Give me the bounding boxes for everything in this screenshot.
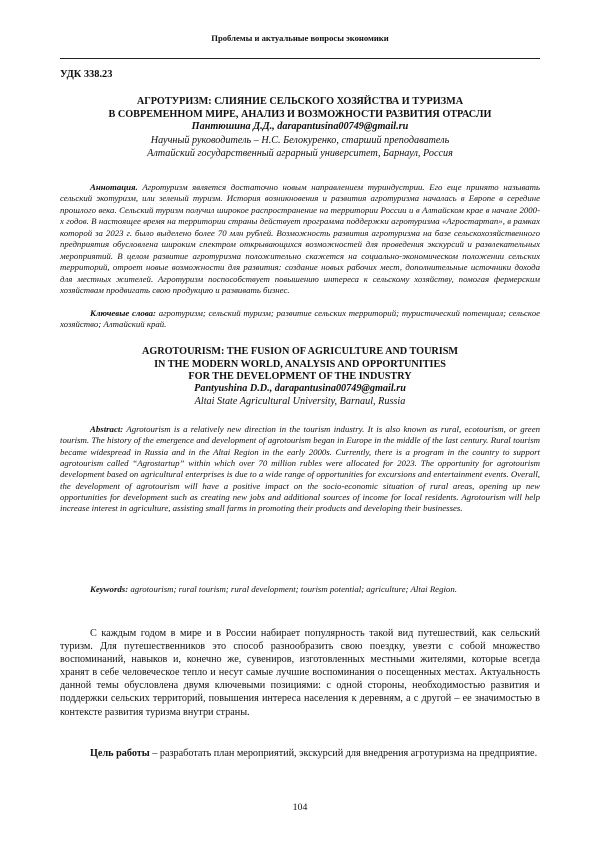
- english-abstract-label: Abstract:: [90, 424, 124, 434]
- russian-title: [60, 96, 540, 121]
- russian-abstract-label: Аннотация.: [90, 182, 138, 192]
- russian-supervisor: Научный руководитель – Н.С. Белокуренко, старший преподаватель: [150, 135, 450, 146]
- russian-keywords-text: агротуризм; сельский туризм; развитие сельских территорий; туристический потенциал; сельское хозяйство; Алтайский край.: [60, 308, 541, 330]
- russian-author: Пантюшина Д.Д., darapantusina00749@gmail.ru: [191, 121, 409, 132]
- english-title-line-3: FOR THE DEVELOPMENT OF THE INDUSTRY: [188, 371, 412, 383]
- english-keywords: [60, 584, 540, 595]
- header-divider: [60, 58, 540, 59]
- russian-affiliation-block: [60, 135, 540, 160]
- goal-text: – разработать план мероприятий, экскурсий для внедрения агротуризма на предприятие.: [149, 748, 538, 759]
- russian-affiliation: Алтайский государственный аграрный университет, Барнаул, Россия: [147, 147, 453, 159]
- english-keywords-text: agrotourism; rural tourism; rural development; tourism potential; agriculture; Altai Region.: [128, 584, 457, 594]
- english-author: Pantyushina D.D., darapantusina00749@gmail.ru: [194, 383, 406, 394]
- body-paragraph-goal: [60, 747, 540, 760]
- english-title-line-1: AGROTOURISM: THE FUSION OF AGRICULTURE AND TOURISM: [141, 346, 459, 357]
- english-abstract: [60, 424, 540, 515]
- russian-keywords: [60, 308, 540, 331]
- russian-title-line-1: АГРОТУРИЗМ: СЛИЯНИЕ СЕЛЬСКОГО ХОЗЯЙСТВА И ТУРИЗМА: [136, 96, 464, 107]
- goal-label: Цель работы: [90, 748, 150, 759]
- running-header: Проблемы и актуальные вопросы экономики: [211, 33, 389, 43]
- english-keywords-label: Keywords:: [90, 584, 129, 594]
- body-paragraph-1: С каждым годом в мире и в России набирает популярность такой вид путешествий, как сельский туризм. Для путешественников это способ разнообразить свою поездку, увезти с собой множество воспоминаний, навыков и, конечно же, сувениров, изготовленных местными жителями, которые всегда хранят в себе человеческое тепло и несут самые лучшие воспоминания о посещенных местах. Актуальность данной темы обусловлена двумя ключевыми позициями: с одной стороны, необходимостью развития и поддержки сельских территорий, повышения интереса населения к деревням, а с другой – ее значимостью в контексте развития туризма внутри страны.: [60, 628, 540, 718]
- english-title-line-2: IN THE MODERN WORLD, ANALYSIS AND OPPORTUNITIES: [154, 358, 446, 370]
- page-number: 104: [292, 802, 308, 813]
- russian-abstract: [60, 182, 540, 297]
- udc-code: УДК 338.23: [60, 69, 113, 80]
- russian-title-line-2: В СОВРЕМЕННОМ МИРЕ, АНАЛИЗ И ВОЗМОЖНОСТИ РАЗВИТИЯ ОТРАСЛИ: [108, 108, 492, 120]
- english-abstract-text: Agrotourism is a relatively new direction in the tourism industry. It is also known as rural, ecotourism, or green tourism. The history of the emergence and development of agrotourism began in Europe in the middle of the last century. Rural tourism became widespread in Russia and in the Altai Region in the early 2000s. Currently, there is a program in the country to support agrotourism called “Agrostartup” within which over 70 million rubles were allocated for 2023. The opportunity for agrotourism development based on agricultural enterprises is due to a wide range of opportunities for excursions and entertainment events. Overall, the development of agrotourism will have a positive impact on the socio-economic situation of rural areas, opening up new opportunities for development such as creating new jobs and additional sources of income for local residents. Agrotourism will help increase interest in agriculture, assisting small farms in promoting their products and developing their businesses.: [60, 424, 540, 514]
- russian-abstract-text: Агротуризм является достаточно новым направлением туриндустрии. Его еще принято называть сельский экотуризм, или зеленый туризм. История возникновения и развития агротуризма началась в Европе в середине прошлого века. Сельский туризм получил широкое распространение на территории России и в Алтайском крае в начале 2000-х годов. В настоящее время на территории страны действует программа поддержки агротуризма «Агростартап», в рамках которой за 2023 г. было выделено более 70 млн рублей. Возможность развития агротуризма на базе сельскохозяйственного предприятия обусловлена широким спектром открывающихся возможностей для проведения экскурсий и развлекательных мероприятий. В целом развитие агротуризма положительно скажется на социально-экономическом положении сельских территорий, отроет новые возможности для развития: создание новых рабочих мест, дополнительные источники дохода для местных жителей. Агротуризм поспособствует повышению интереса к сельскому хозяйству, помогая фермерским хозяйствам продвигать свою продукцию и развивать бизнес.: [60, 182, 540, 296]
- russian-keywords-label: Ключевые слова:: [90, 308, 156, 318]
- english-title: [60, 346, 540, 384]
- english-affiliation: Altai State Agricultural University, Barnaul, Russia: [194, 396, 406, 407]
